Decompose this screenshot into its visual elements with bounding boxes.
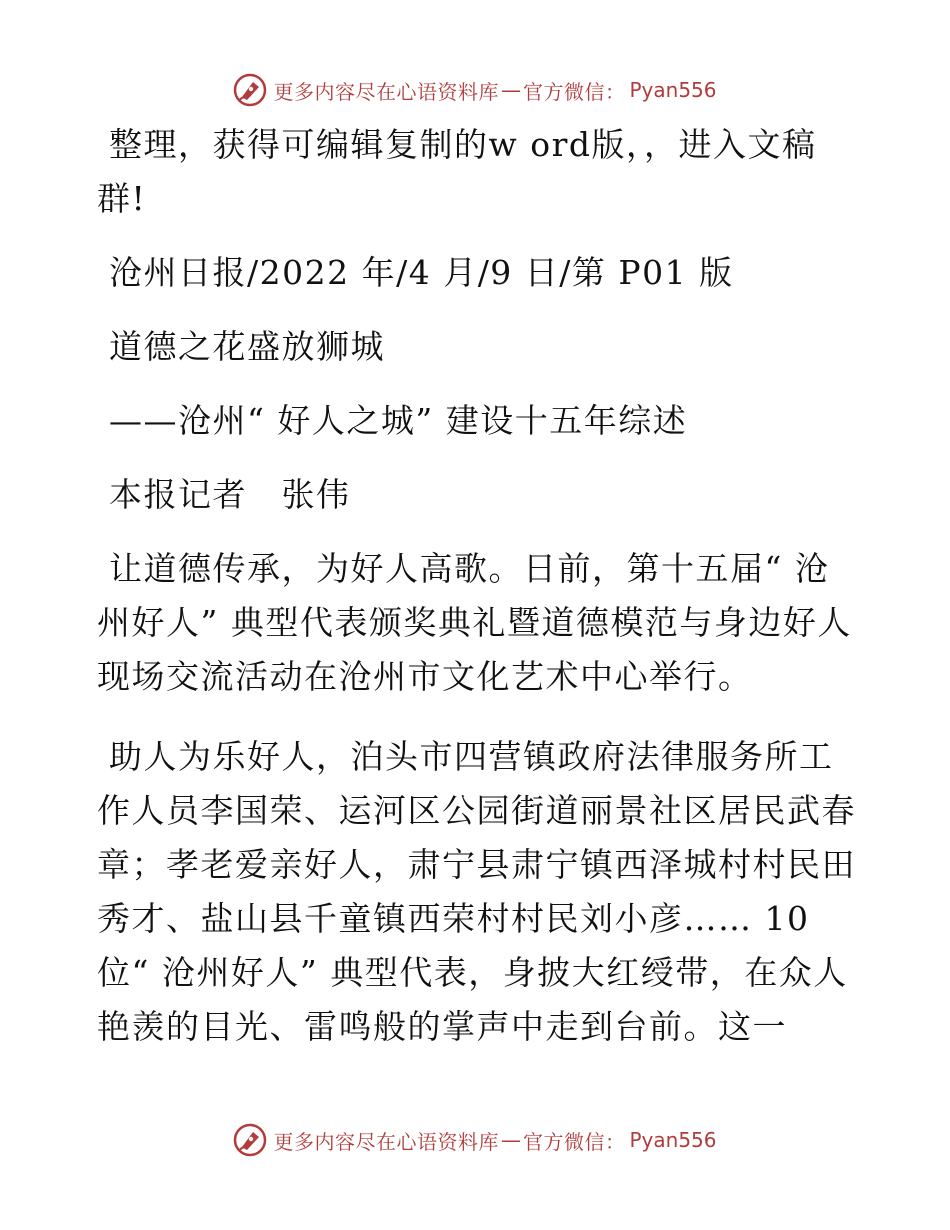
watermark-text: 更多内容尽在心语资料库 [273,79,499,104]
watermark-separator: — [500,78,521,102]
byline: 本报记者 张伟 [109,475,351,514]
pen-nib-logo-icon [233,73,267,107]
article-subtitle: ——沧州“ 好人之城” 建设十五年综述 [109,401,688,440]
body-paragraph: 让道德传承，为好人高歌。日前，第十五届“ 沧州好人” 典型代表颁奖典礼暨道德模范与身边好人现场交流活动在沧州市文化艺术中心举行。 [97,549,852,696]
header-watermark [0,70,950,110]
publication-line: 沧州日报/2022 年/4 月/9 日/第 P01 版 [109,253,734,292]
footer-watermark [0,1120,950,1160]
article-body [97,118,857,1054]
pen-nib-logo-icon [233,1123,267,1157]
watermark-account: Pyan556 [629,78,717,102]
watermark-account: Pyan556 [629,1128,717,1152]
article-title: 道德之花盛放狮城 [109,327,385,366]
watermark-separator: — [500,1128,521,1152]
body-paragraph: 助人为乐好人，泊头市四营镇政府法律服务所工作人员李国荣、运河区公园街道丽景社区居民武春章；孝老爱亲好人，肃宁县肃宁镇西泽城村村民田秀才、盐山县千童镇西荣村村民刘小彦…… 10 位“ 沧州好人” 典型代表，身披大红绶带，在众人艳羡的目光、雷鸣般的掌声中走到台前。这一 [97,737,856,1046]
intro-note: 整理，获得可编辑复制的w ord版，，进入文稿群! [97,125,817,218]
watermark-text: 更多内容尽在心语资料库 [273,1129,499,1154]
watermark-channel: 官方微信： [522,1129,626,1154]
watermark-channel: 官方微信： [522,79,626,104]
